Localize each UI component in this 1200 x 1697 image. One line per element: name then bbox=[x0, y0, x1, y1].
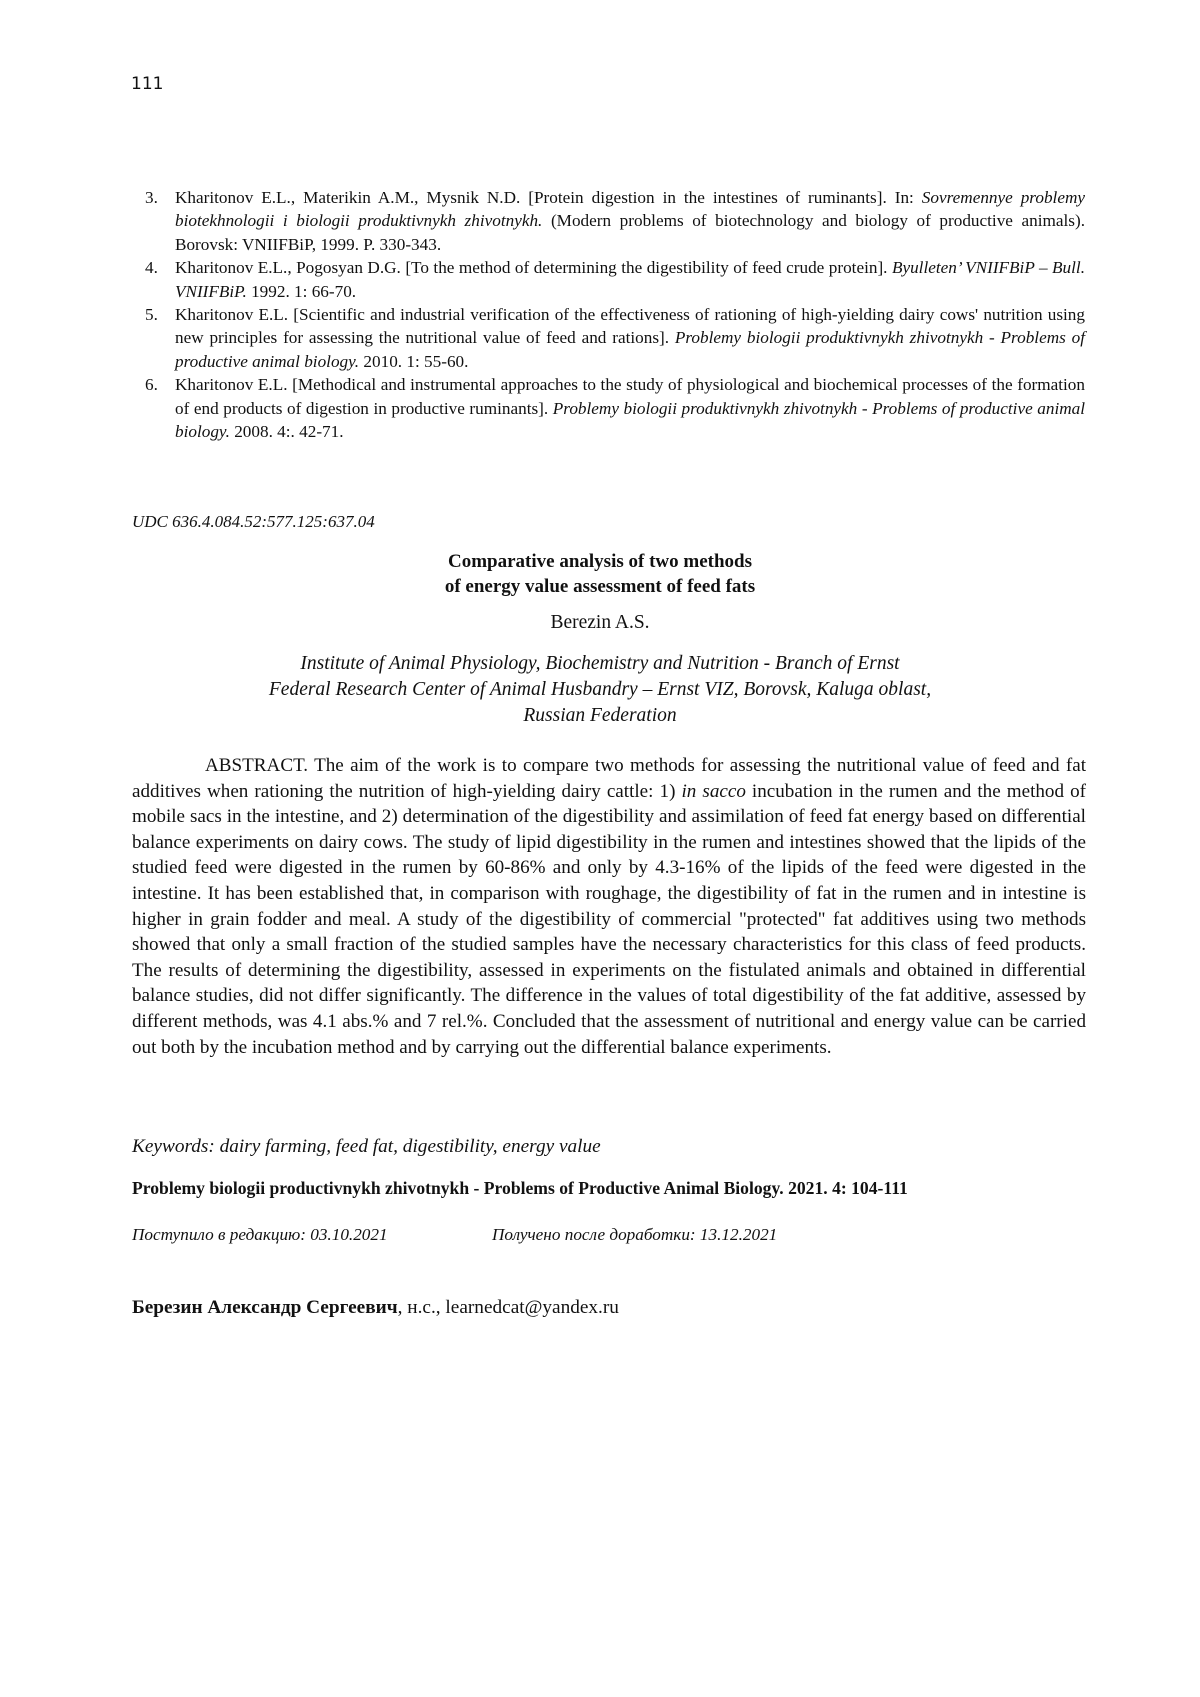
reference-item bbox=[145, 373, 1085, 443]
affiliation-line-2: Federal Research Center of Animal Husbandry – Ernst VIZ, Borovsk, Kaluga oblast, bbox=[268, 679, 932, 701]
affiliation-line-3: Russian Federation bbox=[523, 705, 677, 727]
article-title-line-2: of energy value assessment of feed fats bbox=[444, 576, 756, 597]
reference-item bbox=[145, 303, 1085, 373]
author-contact-name: Березин Александр Сергеевич bbox=[132, 1297, 398, 1318]
author-contact-details: , н.с., learnedcat@yandex.ru bbox=[397, 1297, 619, 1318]
abstract-text-2: incubation in the rumen and the method of mobile sacs in the intestine, and 2) determination of the digestibility and assimilation of feed fat energy based on differential balance experiments on dairy cows. The study of lipid digestibility in the rumen and intestines showed that the lipids of the studied feed were digested in the rumen by 60-86% and only by 4.3-16% of the lipids of the feed were digested in the intestine. It has been established that, in comparison with roughage, the digestibility of fat in the rumen and in intestine is higher in grain fodder and meal. A study of the digestibility of commercial "protected" fat additives using two methods showed that only a small fraction of the studied samples have the necessary characteristics for this class of feed products. The results of determining the digestibility, assessed in experiments on the fistulated animals and obtained in differential balance studies, did not differ significantly. The difference in the values of total digestibility of the fat additive, assessed by different methods, was 4.1 abs.% and 7 rel.%. Concluded that the assessment of nutritional and energy value can be carried out both by the incubation method and by carrying out the differential balance experiments. bbox=[132, 780, 1086, 1058]
reference-list bbox=[145, 186, 1085, 443]
article-title bbox=[0, 549, 1200, 599]
reference-source: Sovremennye problemy biotekhnologii i biologii produktivnykh zhivotnykh. bbox=[175, 188, 1085, 231]
affiliation-line-1: Institute of Animal Physiology, Biochemistry and Nutrition - Branch of Ernst bbox=[300, 653, 900, 674]
reference-item bbox=[145, 186, 1085, 256]
reference-number: 5. bbox=[145, 305, 158, 325]
udc-code: UDC 636.4.084.52:577.125:637.04 bbox=[132, 512, 375, 531]
submission-dates bbox=[132, 1225, 1032, 1245]
reference-text: Kharitonov E.L., Materikin A.M., Mysnik N.D. [Protein digestion in the intestines of ruminants]. In: bbox=[175, 188, 922, 207]
revised-date: Получено после доработки: 13.12.2021 bbox=[492, 1225, 778, 1244]
reference-source: Problemy biologii produktivnykh zhivotnykh - Problems of productive animal biology. bbox=[175, 328, 1085, 371]
reference-text-tail: 1992. 1: 66-70. bbox=[246, 281, 357, 301]
journal-citation: Problemy biologii productivnykh zhivotnykh - Problems of Productive Animal Biology. 2021. 4: 104-111 bbox=[132, 1178, 908, 1198]
reference-text: Kharitonov E.L. [Methodical and instrumental approaches to the study of physiological and biochemical processes of the formation of end products of digestion in productive ruminants]. bbox=[175, 375, 1085, 418]
reference-source: Byulleten’ VNIIFBiP – Bull. VNIIFBiP. bbox=[175, 258, 1085, 301]
reference-text-tail: 2008. 4:. 42-71. bbox=[229, 422, 344, 442]
abstract bbox=[132, 753, 1086, 1060]
author-contact bbox=[132, 1297, 619, 1319]
reference-source: Problemy biologii produktivnykh zhivotnykh - Problems of productive animal biology. bbox=[175, 398, 1086, 442]
abstract-italic-term: in sacco bbox=[681, 780, 746, 802]
reference-number: 3. bbox=[145, 188, 158, 207]
reference-text-tail: 2010. 1: 55-60. bbox=[359, 351, 469, 371]
keywords: Keywords: dairy farming, feed fat, digestibility, energy value bbox=[132, 1136, 601, 1157]
reference-number: 4. bbox=[145, 258, 158, 278]
article-title-line-1: Comparative analysis of two methods bbox=[448, 551, 752, 572]
received-date: Поступило в редакцию: 03.10.2021 bbox=[132, 1225, 388, 1244]
reference-number: 6. bbox=[145, 375, 158, 395]
abstract-text-1: ABSTRACT. The aim of the work is to compare two methods for assessing the nutritional value of feed and fat additives when rationing the nutrition of high-yielding dairy cattle: 1) bbox=[132, 755, 1086, 802]
affiliation bbox=[0, 651, 1200, 730]
reference-text: Kharitonov E.L. [Scientific and industrial verification of the effectiveness of rationing of high-yielding dairy cows' nutrition using new principles for assessing the nutritional value of feed and rations]. bbox=[175, 305, 1085, 348]
reference-item bbox=[145, 256, 1085, 303]
authors: Berezin A.S. bbox=[550, 612, 650, 633]
page-number: 111 bbox=[131, 74, 164, 94]
reference-text-tail: (Modern problems of biotechnology and biology of productive animals). Borovsk: VNIIFBiP, 1999. P. 330-343. bbox=[175, 211, 1085, 254]
reference-text: Kharitonov E.L., Pogosyan D.G. [To the method of determining the digestibility of feed crude protein]. bbox=[175, 258, 892, 278]
